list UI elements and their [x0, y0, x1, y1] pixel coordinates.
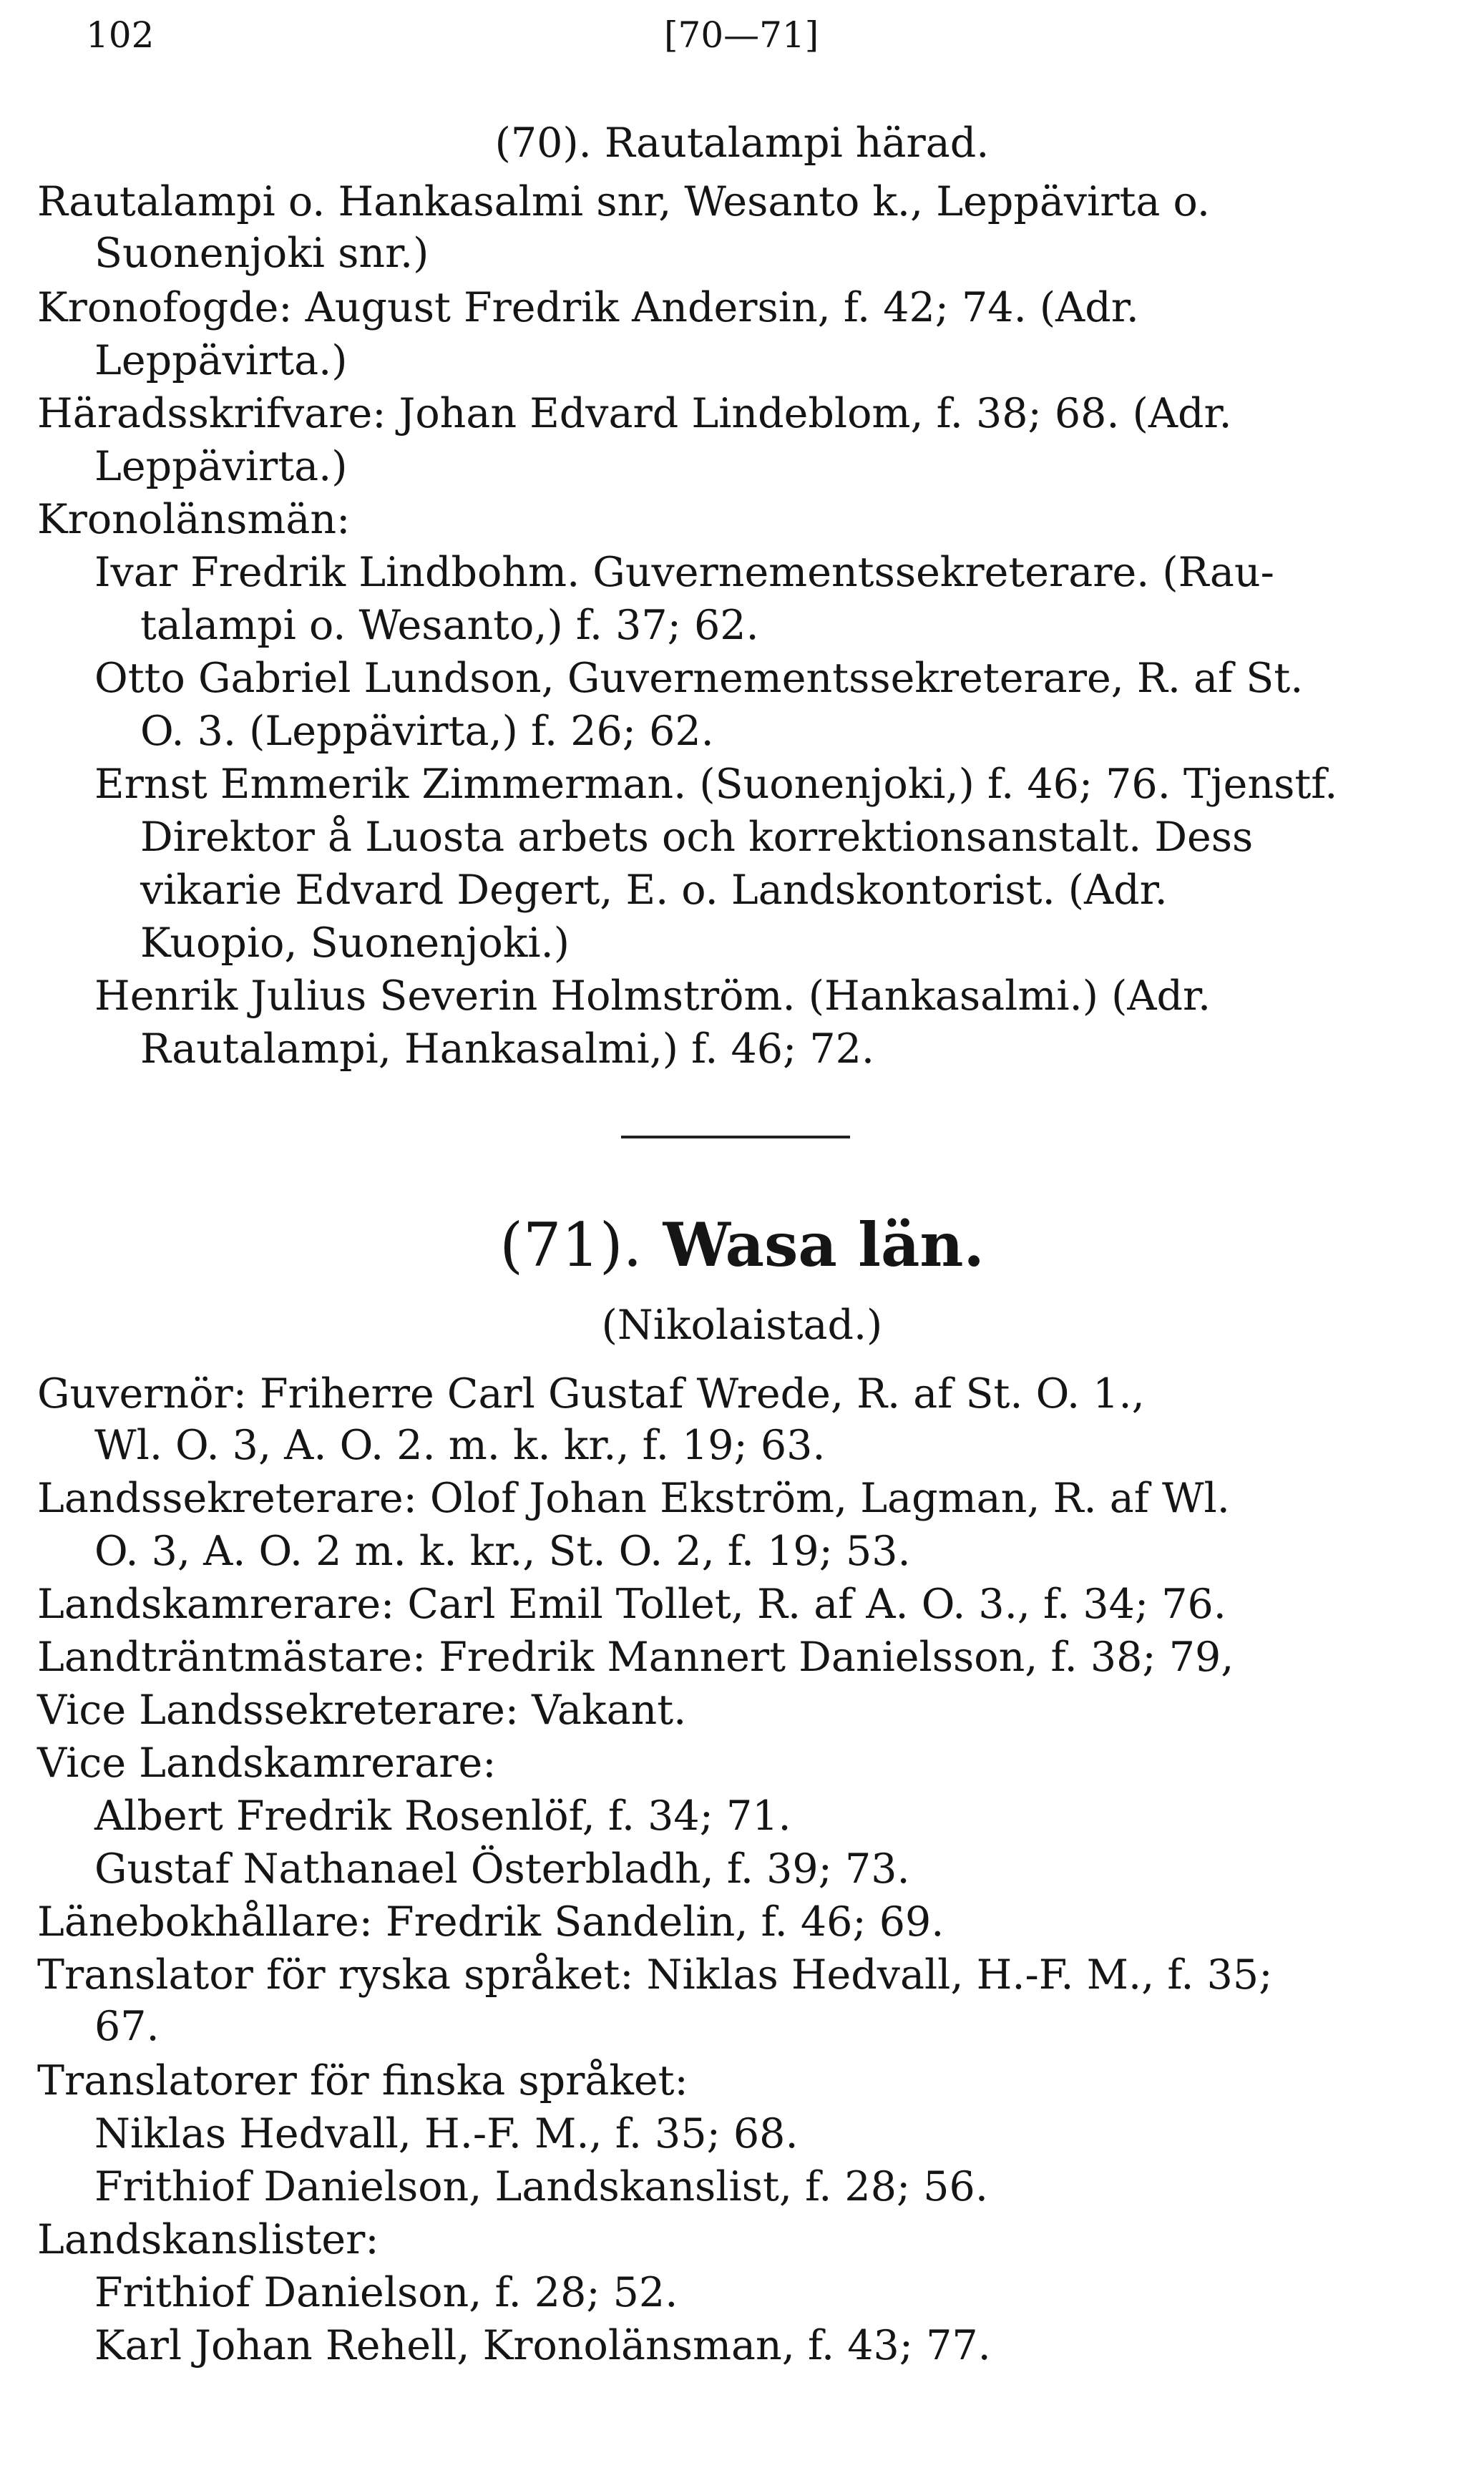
text-line: Rautalampi o. Hankasalmi snr, Wesanto k., Leppävirta o.: [37, 178, 1210, 225]
text-line: Kronofogde: August Fredrik Andersin, f. 42; 74. (Adr.: [37, 284, 1139, 331]
section-71-title: Wasa län.: [663, 1209, 985, 1280]
text-line: Rautalampi, Hankasalmi,) f. 46; 72.: [140, 1025, 874, 1073]
text-line: Frithiof Danielson, Landskanslist, f. 28; 56.: [94, 2163, 988, 2210]
section-71-number: (71).: [499, 1210, 643, 1280]
section-70-heading: (70). Rautalampi härad.: [494, 120, 990, 167]
text-line: Otto Gabriel Lundson, Guvernementssekreterare, R. af St.: [94, 655, 1304, 702]
text-line: Direktor å Luosta arbets och korrektionsanstalt. Dess: [140, 814, 1254, 861]
text-line: Niklas Hedvall, H.-F. M., f. 35; 68.: [94, 2110, 799, 2157]
text-line: Landskamrerare: Carl Emil Tollet, R. af A. O. 3., f. 34; 76.: [37, 1581, 1226, 1628]
text-line: Albert Fredrik Rosenlöf, f. 34; 71.: [94, 1793, 791, 1840]
section-divider: [621, 1136, 850, 1138]
text-line: Häradsskrifvare: Johan Edvard Lindeblom, f. 38; 68. (Adr.: [37, 390, 1232, 437]
text-line: Gustaf Nathanael Österbladh, f. 39; 73.: [94, 1845, 910, 1893]
section-71-subheading: (Nikolaistad.): [601, 1302, 883, 1349]
text-line: Kronolänsmän:: [37, 496, 351, 543]
text-line: Suonenjoki snr.): [94, 230, 429, 277]
text-line: vikarie Edvard Degert, E. o. Landskontorist. (Adr.: [140, 867, 1168, 914]
text-line: Leppävirta.): [94, 337, 348, 384]
page-number: 102: [86, 14, 155, 56]
text-line: Kuopio, Suonenjoki.): [140, 920, 570, 967]
text-line: Karl Johan Rehell, Kronolänsman, f. 43; 77.: [94, 2322, 991, 2369]
text-line: Translator för ryska språket: Niklas Hedvall, H.-F. M., f. 35;: [37, 1951, 1273, 1999]
text-line: Translatorer för finska språket:: [37, 2057, 688, 2104]
text-line: Vice Landssekreterare: Vakant.: [37, 1687, 687, 1734]
text-line: 67.: [94, 2003, 160, 2050]
text-line: Leppävirta.): [94, 443, 348, 490]
text-line: Ivar Fredrik Lindbohm. Guvernementssekreterare. (Rau-: [94, 549, 1274, 596]
text-line: Landträntmästare: Fredrik Mannert Danielsson, f. 38; 79,: [37, 1634, 1234, 1681]
page-range-header: [70—71]: [664, 14, 819, 56]
text-line: Wl. O. 3, A. O. 2. m. k. kr., f. 19; 63.: [94, 1422, 826, 1469]
text-line: talampi o. Wesanto,) f. 37; 62.: [140, 602, 759, 649]
text-line: Ernst Emmerik Zimmerman. (Suonenjoki,) f. 46; 76. Tjenstf.: [94, 761, 1338, 808]
section-71-heading: [0, 1209, 1484, 1281]
text-line: Länebokhållare: Fredrik Sandelin, f. 46; 69.: [37, 1898, 944, 1946]
text-line: Henrik Julius Severin Holmström. (Hankasalmi.) (Adr.: [94, 972, 1211, 1020]
text-line: Vice Landskamrerare:: [37, 1740, 497, 1787]
text-line: O. 3, A. O. 2 m. k. kr., St. O. 2, f. 19; 53.: [94, 1528, 911, 1575]
text-line: Guvernör: Friherre Carl Gustaf Wrede, R. af St. O. 1.,: [37, 1370, 1145, 1418]
text-line: Landssekreterare: Olof Johan Ekström, Lagman, R. af Wl.: [37, 1475, 1230, 1522]
text-line: Frithiof Danielson, f. 28; 52.: [94, 2269, 678, 2316]
text-line: Landskanslister:: [37, 2216, 379, 2263]
text-line: O. 3. (Leppävirta,) f. 26; 62.: [140, 708, 714, 755]
